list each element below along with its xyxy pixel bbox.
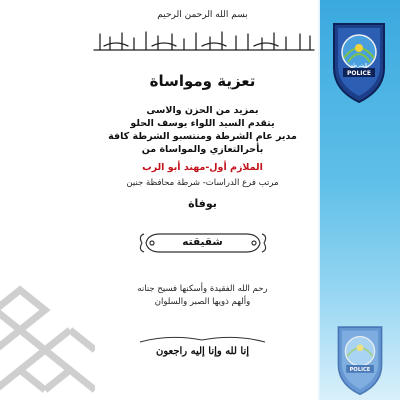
honoree-name: الملازم أول-مهند أبو الرب — [142, 162, 263, 173]
basmala: بسم الله الرحمن الرحيم — [157, 10, 248, 20]
message-content — [80, 0, 325, 400]
relation-text: شقيقته — [182, 236, 223, 248]
verse-calligraphy-icon — [86, 28, 321, 56]
body-lines — [80, 104, 325, 156]
police-emblem-small-icon — [330, 322, 390, 396]
emblem-arabic-label: الشرطة — [350, 63, 368, 69]
prayer-line: وألهم ذويها الصبر والسلوان — [154, 297, 251, 307]
honoree-position: مرتب فرع الدراسات- شرطة محافظة جنين — [126, 178, 279, 188]
body-line: بمزيد من الحزن والاسى — [146, 105, 259, 116]
prayer-line: رحم الله الفقيدة وأسكنها فسيح جنانه — [137, 284, 268, 294]
police-emblem-icon — [326, 18, 392, 104]
closing-phrase: إنا لله وإنا إليه راجعون — [155, 346, 250, 357]
body-line: مدير عام الشرطة ومنتسبو الشرطة كافة — [108, 131, 297, 142]
emblem-label: POLICE — [346, 70, 372, 77]
death-label: بوفاة — [188, 197, 217, 210]
page-title: تعزية ومواساة — [149, 72, 256, 90]
body-line: بأحرالتعازي والمواساة من — [141, 144, 264, 155]
emblem-small-label: POLICE — [349, 367, 371, 374]
prayer-lines — [80, 283, 325, 309]
body-line: يتقدم السيد اللواء يوسف الحلو — [130, 118, 275, 129]
